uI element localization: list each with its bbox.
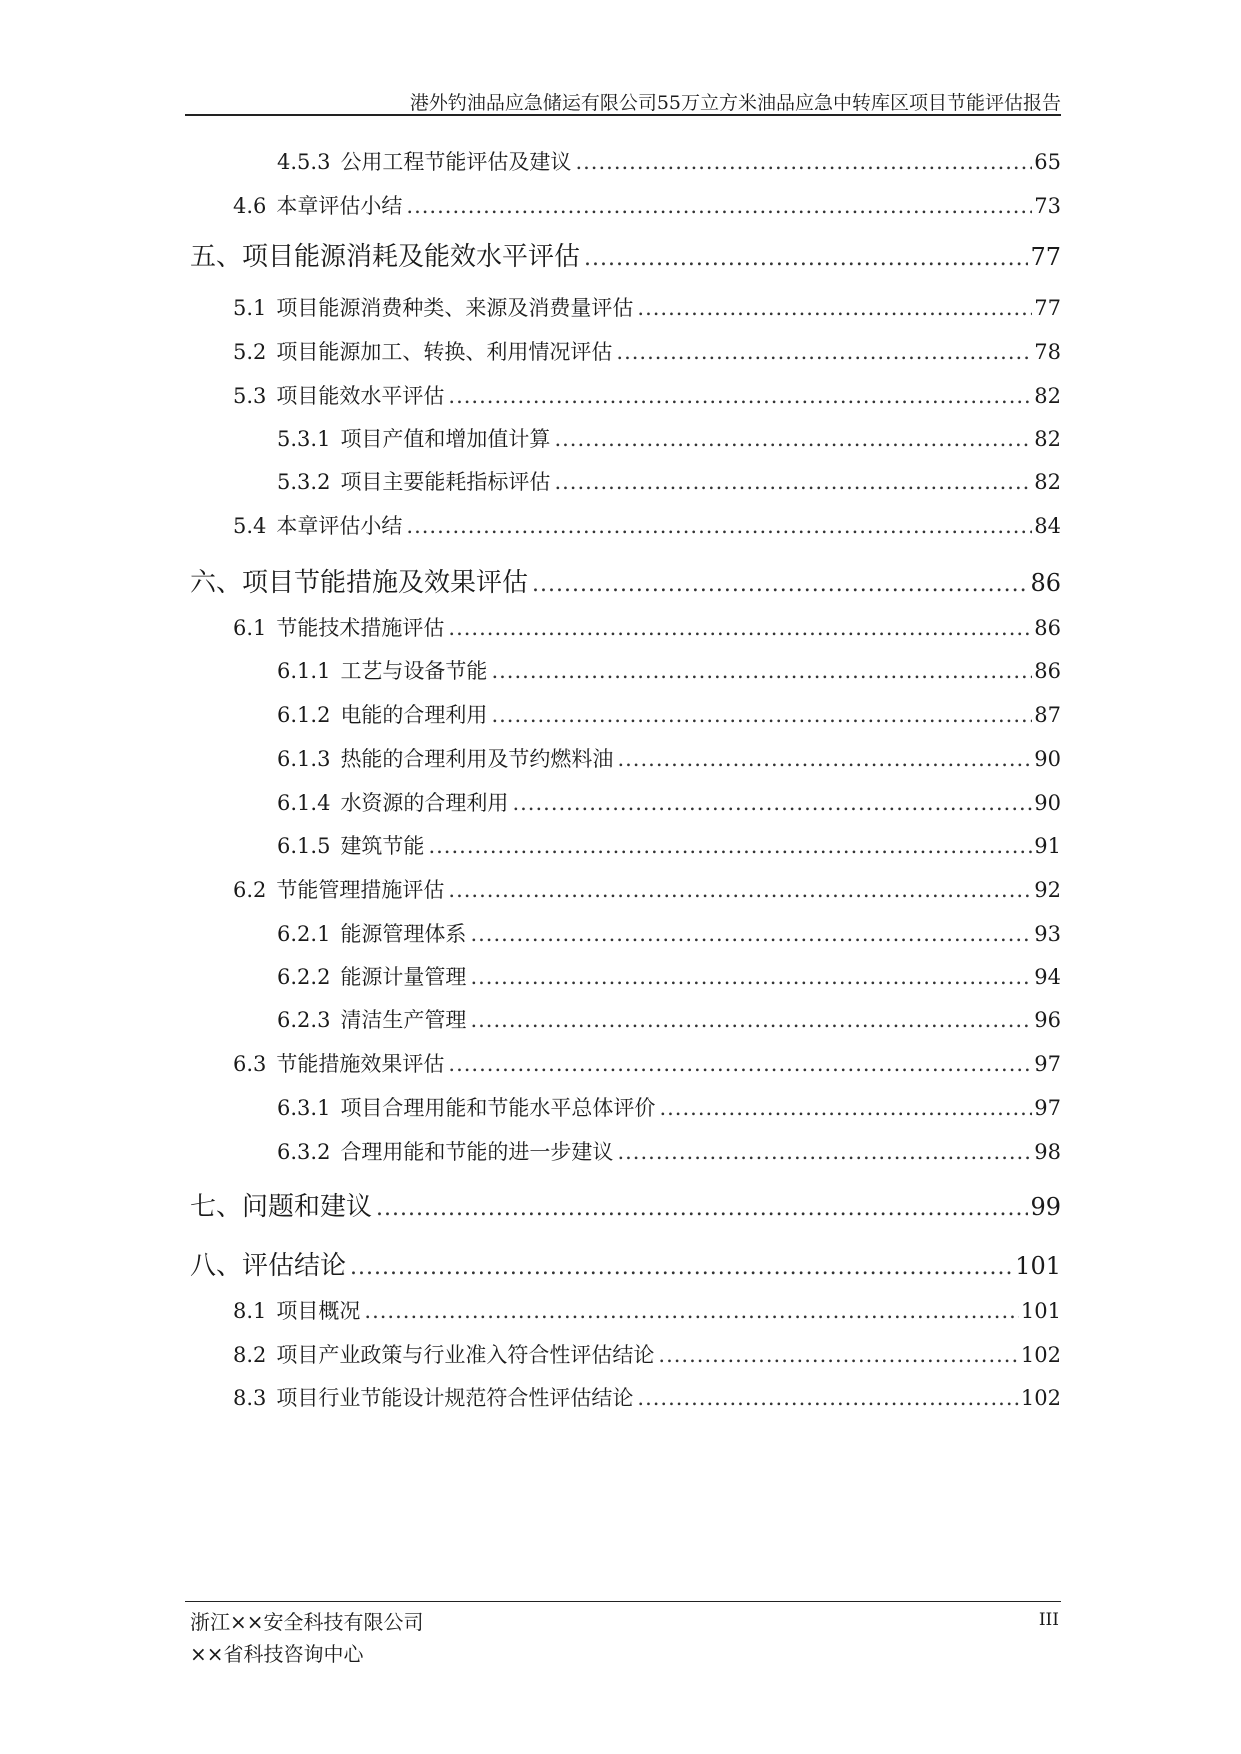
toc-entry[interactable]	[233, 1339, 1061, 1369]
toc-dot-leader	[470, 1008, 1032, 1032]
toc-entry[interactable]	[277, 830, 1061, 860]
toc-entry-title: 节能管理措施评估	[276, 878, 445, 902]
toc-entry-number: 6.2.2	[277, 965, 331, 989]
toc-entry-page: 82	[1034, 470, 1061, 494]
toc-entry[interactable]	[277, 466, 1061, 496]
toc-entry-page: 102	[1020, 1343, 1061, 1367]
toc-entry-page: 97	[1034, 1052, 1061, 1076]
toc-entry-title: 项目产值和增加值计算	[340, 427, 551, 451]
toc-dot-leader	[616, 340, 1032, 364]
toc-entry-number: 8.2	[233, 1343, 267, 1367]
toc-entry-title: 公用工程节能评估及建议	[340, 150, 572, 174]
toc-entry-title: 项目产业政策与行业准入符合性评估结论	[276, 1343, 655, 1367]
toc-dot-leader	[617, 747, 1032, 771]
toc-dot-leader	[658, 1343, 1019, 1367]
toc-entry-number: 5.1	[233, 296, 267, 320]
toc-entry-page: 86	[1034, 616, 1061, 640]
toc-entry-page: 102	[1020, 1386, 1061, 1410]
toc-entry-title: 能源计量管理	[340, 965, 467, 989]
toc-entry-number: 6.2.1	[277, 922, 331, 946]
toc-entry-number: 6.1.2	[277, 703, 331, 727]
toc-entry-page: 91	[1034, 834, 1061, 858]
toc-entry-title: 项目能源加工、转换、利用情况评估	[276, 340, 613, 364]
toc-entry-title: 七、问题和建议	[190, 1192, 373, 1222]
toc-entry-page: 78	[1034, 340, 1061, 364]
toc-entry-title: 工艺与设备节能	[340, 659, 488, 683]
toc-dot-leader	[554, 470, 1032, 494]
toc-entry[interactable]	[233, 1382, 1061, 1412]
toc-dot-leader	[364, 1299, 1019, 1323]
toc-dot-leader	[637, 296, 1032, 320]
toc-entry-title: 合理用能和节能的进一步建议	[340, 1140, 614, 1164]
toc-entry-number: 6.3.2	[277, 1140, 331, 1164]
toc-entry-page: 73	[1034, 194, 1061, 218]
toc-dot-leader	[448, 384, 1032, 408]
toc-entry[interactable]	[277, 146, 1061, 176]
toc-entry-page: 92	[1034, 878, 1061, 902]
toc-entry-number: 6.1.5	[277, 834, 331, 858]
footer-company: 浙江××安全科技有限公司	[190, 1610, 424, 1634]
toc-entry-number: 5.3.2	[277, 470, 331, 494]
toc-entry-title: 节能措施效果评估	[276, 1052, 445, 1076]
toc-entry[interactable]	[233, 336, 1061, 366]
toc-entry[interactable]	[190, 1186, 1061, 1223]
toc-entry-number: 5.2	[233, 340, 267, 364]
toc-entry-title: 项目主要能耗指标评估	[340, 470, 551, 494]
toc-dot-leader	[617, 1140, 1032, 1164]
toc-entry-page: 101	[1020, 1299, 1061, 1323]
toc-dot-leader	[406, 194, 1032, 218]
toc-entry-page: 65	[1034, 150, 1061, 174]
toc-entry-page: 94	[1034, 965, 1061, 989]
toc-entry-page: 98	[1034, 1140, 1061, 1164]
toc-entry-title: 项目概况	[276, 1299, 361, 1323]
toc-entry[interactable]	[190, 1245, 1061, 1282]
toc-entry-page: 101	[1015, 1252, 1061, 1280]
toc-entry[interactable]	[190, 562, 1061, 599]
toc-entry-title: 项目行业节能设计规范符合性评估结论	[276, 1386, 634, 1410]
toc-entry-title: 能源管理体系	[340, 922, 467, 946]
toc-entry[interactable]	[233, 612, 1061, 642]
toc-entry-page: 90	[1034, 747, 1061, 771]
toc-entry-title: 八、评估结论	[190, 1251, 347, 1281]
toc-entry-page: 82	[1034, 427, 1061, 451]
toc-dot-leader	[448, 616, 1032, 640]
toc-entry-page: 90	[1034, 791, 1061, 815]
toc-entry-number: 6.1.1	[277, 659, 331, 683]
toc-entry[interactable]	[277, 918, 1061, 948]
toc-entry-title: 项目合理用能和节能水平总体评价	[340, 1096, 656, 1120]
toc-dot-leader	[491, 703, 1032, 727]
toc-entry-page: 97	[1034, 1096, 1061, 1120]
toc-entry[interactable]	[277, 699, 1061, 729]
toc-entry[interactable]	[277, 1136, 1061, 1166]
toc-entry-title: 本章评估小结	[276, 514, 403, 538]
toc-entry-title: 五、项目能源消耗及能效水平评估	[190, 242, 581, 272]
toc-entry-number: 6.1	[233, 616, 267, 640]
toc-entry-title: 项目能源消费种类、来源及消费量评估	[276, 296, 634, 320]
toc-dot-leader	[532, 572, 1028, 597]
toc-entry-page: 77	[1030, 243, 1061, 271]
toc-entry-number: 6.2.3	[277, 1008, 331, 1032]
footer-center: ××省科技咨询中心	[190, 1642, 364, 1666]
toc-entry[interactable]	[233, 380, 1061, 410]
toc-entry-title: 电能的合理利用	[340, 703, 488, 727]
toc-entry[interactable]	[277, 1092, 1061, 1122]
toc-dot-leader	[448, 878, 1032, 902]
toc-entry[interactable]	[277, 787, 1061, 817]
toc-entry-number: 8.1	[233, 1299, 267, 1323]
toc-entry-title: 热能的合理利用及节约燃料油	[340, 747, 614, 771]
toc-dot-leader	[554, 427, 1032, 451]
toc-dot-leader	[584, 246, 1028, 271]
toc-entry-number: 5.4	[233, 514, 267, 538]
toc-entry-number: 5.3	[233, 384, 267, 408]
toc-entry[interactable]	[233, 510, 1061, 540]
toc-entry[interactable]	[190, 236, 1061, 273]
toc-dot-leader	[659, 1096, 1032, 1120]
toc-entry[interactable]	[277, 743, 1061, 773]
toc-entry-title: 水资源的合理利用	[340, 791, 509, 815]
footer-rule	[185, 1601, 1061, 1602]
toc-dot-leader	[350, 1255, 1013, 1280]
toc-dot-leader	[428, 834, 1032, 858]
toc-dot-leader	[470, 965, 1032, 989]
toc-entry-page: 99	[1030, 1193, 1061, 1221]
toc-entry-title: 六、项目节能措施及效果评估	[190, 568, 529, 598]
toc-entry-number: 5.3.1	[277, 427, 331, 451]
toc-dot-leader	[575, 150, 1032, 174]
toc-entry-page: 87	[1034, 703, 1061, 727]
page-number: III	[1038, 1610, 1059, 1630]
running-header: 港外钓油品应急储运有限公司55万立方米油品应急中转库区项目节能评估报告	[409, 92, 1061, 114]
toc-entry-page: 93	[1034, 922, 1061, 946]
toc-entry-number: 4.6	[233, 194, 267, 218]
toc-entry[interactable]	[233, 292, 1061, 322]
toc-entry[interactable]	[233, 1295, 1061, 1325]
toc-entry[interactable]	[233, 874, 1061, 904]
toc-dot-leader	[491, 659, 1032, 683]
toc-entry-title: 清洁生产管理	[340, 1008, 467, 1032]
toc-entry[interactable]	[233, 190, 1061, 220]
toc-entry-page: 86	[1034, 659, 1061, 683]
toc-entry-title: 建筑节能	[340, 834, 425, 858]
toc-entry-number: 6.3.1	[277, 1096, 331, 1120]
toc-dot-leader	[512, 791, 1032, 815]
toc-entry-page: 82	[1034, 384, 1061, 408]
toc-dot-leader	[406, 514, 1032, 538]
toc-dot-leader	[448, 1052, 1032, 1076]
toc-entry-title: 项目能效水平评估	[276, 384, 445, 408]
toc-entry-title: 本章评估小结	[276, 194, 403, 218]
toc-entry-number: 6.2	[233, 878, 267, 902]
toc-entry[interactable]	[277, 655, 1061, 685]
toc-entry-page: 96	[1034, 1008, 1061, 1032]
toc-dot-leader	[637, 1386, 1019, 1410]
toc-entry-number: 6.1.3	[277, 747, 331, 771]
toc-entry[interactable]	[277, 1004, 1061, 1034]
toc-entry-number: 4.5.3	[277, 150, 331, 174]
toc-entry-title: 节能技术措施评估	[276, 616, 445, 640]
toc-entry[interactable]	[277, 961, 1061, 991]
toc-entry-page: 77	[1034, 296, 1061, 320]
toc-entry[interactable]	[277, 423, 1061, 453]
toc-entry-number: 6.1.4	[277, 791, 331, 815]
toc-entry-page: 84	[1034, 514, 1061, 538]
toc-entry-page: 86	[1030, 569, 1061, 597]
toc-dot-leader	[376, 1196, 1028, 1221]
toc-entry[interactable]	[233, 1048, 1061, 1078]
toc-entry-number: 8.3	[233, 1386, 267, 1410]
toc-dot-leader	[470, 922, 1032, 946]
toc-entry-number: 6.3	[233, 1052, 267, 1076]
